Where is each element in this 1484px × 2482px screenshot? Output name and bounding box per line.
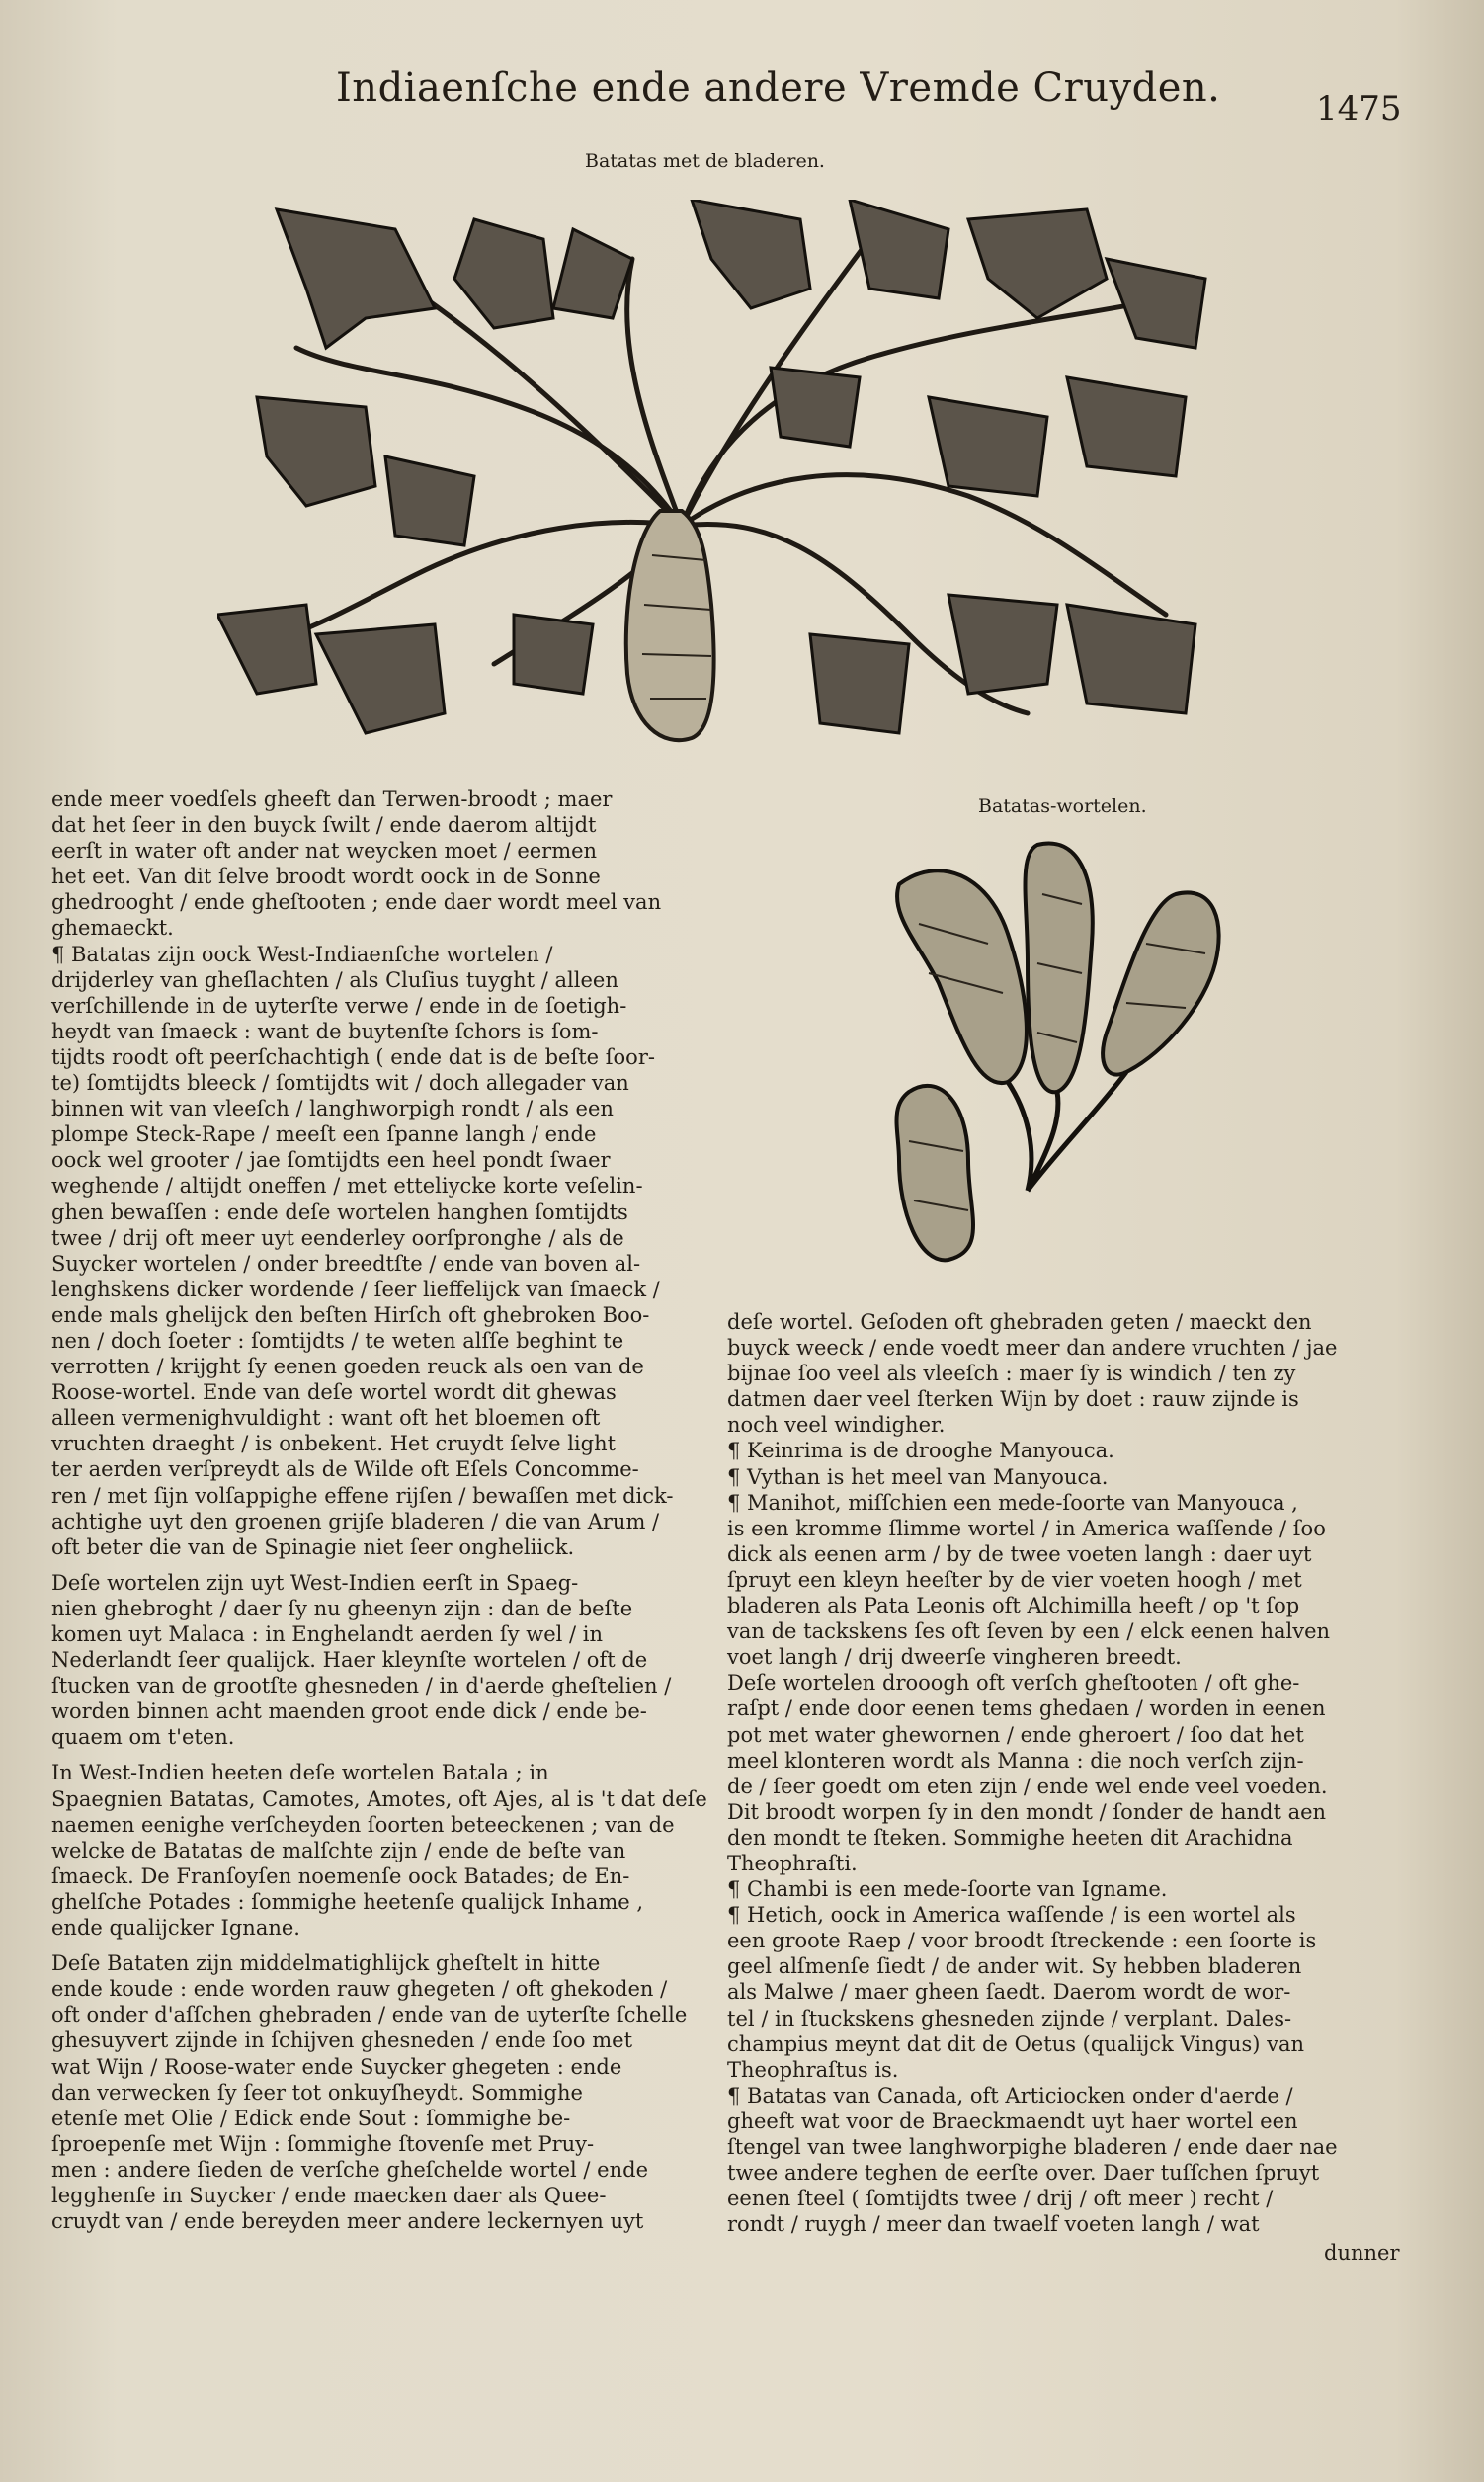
text-line: quaem om t'eten. [51, 1725, 235, 1750]
text-line: deſe wortel. Geſoden oft ghebraden geten / maeckt den [727, 1310, 1312, 1334]
text-line: welcke de Batatas de malſchte zijn / ende de beſte van [51, 1838, 626, 1862]
text-line: ¶ Manihot, miſſchien een mede-ſoorte van Manyouca , [727, 1490, 1298, 1515]
text-line: champius meynt dat dit de Oetus (qualijck Vingus) van [727, 2031, 1305, 2056]
text-line: tijdts roodt oft peerſchachtigh ( ende dat is de beſte ſoor- [51, 1044, 655, 1069]
text-line: Nederlandt ſeer qualijck. Haer kleynſte wortelen / oft de [51, 1648, 648, 1673]
text-line: noch veel windigher. [727, 1413, 946, 1438]
text-line: de / ſeer goedt om eten zijn / ende wel ende veel voeden. [727, 1774, 1328, 1798]
left-text-column [51, 786, 723, 2234]
text-line: Deſe wortelen drooogh oft verſch gheſtooten / oft ghe- [727, 1671, 1300, 1696]
text-line: datmen daer veel ſterken Wijn by doet : rauw zijnde is [727, 1387, 1299, 1412]
text-line: rondt / ruygh / meer dan twaelf voeten langh / wat [727, 2212, 1260, 2237]
text-line: geel alſmenſe ſiedt / de ander wit. Sy hebben bladeren [727, 1954, 1302, 1979]
catchword: dunner [1324, 2241, 1400, 2265]
text-line: bladeren als Pata Leonis oft Alchimilla heeft / op 't ſop [727, 1594, 1300, 1618]
text-line: ghedrooght / ende gheſtooten ; ende daer wordt meel van [51, 890, 662, 915]
figure-caption-top: Batatas met de bladeren. [585, 150, 825, 172]
text-line: dick als eenen arm / by de twee voeten langh : daer uyt [727, 1541, 1312, 1566]
text-line: legghenſe in Suycker / ende maecken daer als Quee- [51, 2183, 607, 2207]
text-line: alleen vermenighvuldight : want oft het bloemen oft [51, 1406, 601, 1431]
text-line: ¶ Hetich, oock in America waſſende / is een wortel als [727, 1903, 1296, 1928]
text-line: buyck weeck / ende voedt meer dan andere vruchten / jae [727, 1336, 1338, 1361]
text-line: als Malwe / maer gheen ſaedt. Daerom wordt de wor- [727, 1980, 1291, 2005]
text-line: lenghskens dicker wordende / ſeer lieffelijck van ſmaeck / [51, 1277, 660, 1301]
text-line: binnen wit van vleeſch / langhworpigh rondt / als een [51, 1097, 614, 1121]
text-line: worden binnen acht maenden groot ende dick / ende be- [51, 1699, 647, 1724]
text-line: nen / doch ſoeter : ſomtijdts / te weten alſſe beghint te [51, 1328, 624, 1353]
text-line: achtighe uyt den groenen grijſe bladeren / die van Arum / [51, 1509, 660, 1533]
text-line: oock wel grooter / jae ſomtijdts een heel pondt ſwaer [51, 1148, 611, 1173]
text-line: ende koude : ende worden rauw ghegeten / oft ghekoden / [51, 1977, 668, 2002]
text-line: vruchten draeght / is onbekent. Het cruydt ſelve light [51, 1432, 617, 1456]
text-line: dan verwecken ſy ſeer tot onkuyſheydt. Sommighe [51, 2080, 583, 2105]
text-line: Roose-wortel. Ende van deſe wortel wordt dit ghewas [51, 1380, 617, 1405]
text-line: Theophraſti. [727, 1851, 858, 1875]
text-line: ende meer voedſels gheeft dan Terwen-broodt ; maer [51, 787, 613, 811]
text-line: voet langh / drij dweerſe vingheren breedt. [727, 1645, 1182, 1670]
text-line: nien ghebroght / daer ſy nu gheenyn zijn : dan de beſte [51, 1596, 633, 1620]
text-line: wat Wijn / Roose-water ende Suycker ghegeten : ende [51, 2054, 622, 2079]
text-line: heydt van ſmaeck : want de buytenſte ſchors is ſom- [51, 1019, 599, 1043]
right-text-column [727, 1309, 1419, 2237]
text-line: het eet. Van dit ſelve broodt wordt oock in de Sonne [51, 865, 601, 889]
text-line: gheeft wat voor de Braeckmaendt uyt haer wortel een [727, 2109, 1298, 2133]
text-line: Suycker wortelen / onder breedtſte / ende van boven al- [51, 1251, 641, 1276]
text-line: bijnae ſoo veel als vleeſch : maer ſy is windich / ten zy [727, 1362, 1296, 1386]
text-line: ſtucken van de grootſte ghesneden / in d'aerde gheſtelien / [51, 1674, 672, 1698]
text-line: Spaegnien Batatas, Camotes, Amotes, oft Ajes, al is 't dat deſe [51, 1786, 707, 1811]
text-line: naemen eenighe verſcheyden ſoorten beteeckenen ; van de [51, 1812, 675, 1837]
running-head: Indiaenſche ende andere Vremde Cruyden. [336, 65, 1221, 111]
text-line: drijderley van gheſlachten / als Cluſius tuyght / alleen [51, 967, 618, 992]
text-line: eerſt in water oft ander nat weycken moet / eermen [51, 839, 598, 864]
batatas-plant-woodcut [217, 200, 1225, 763]
text-line: van de tackskens ſes oft ſeven by een / elck eenen halven [727, 1619, 1331, 1644]
text-line: ſpruyt een kleyn heeſter by de vier voeten hoogh / met [727, 1567, 1302, 1592]
text-line: ghen bewaſſen : ende deſe wortelen hanghen ſomtijdts [51, 1200, 628, 1224]
text-line: ſmaeck. De Franſoyſen noemenſe oock Batades; de En- [51, 1863, 630, 1888]
text-line: ¶ Keinrima is de drooghe Manyouca. [727, 1439, 1114, 1463]
figure-caption-right: Batatas-wortelen. [978, 795, 1147, 817]
text-line: ghemaeckt. [51, 916, 174, 941]
text-line: cruydt van / ende bereyden meer andere leckernyen uyt [51, 2209, 644, 2234]
text-line: ¶ Batatas zijn oock West-Indiaenſche wortelen / [51, 942, 553, 966]
text-line: ¶ Vythan is het meel van Manyouca. [727, 1464, 1109, 1489]
text-line: ¶ Chambi is een mede-ſoorte van Igname. [727, 1877, 1168, 1902]
text-line: oft onder d'aſſchen ghebraden / ende van de uyterſte ſchelle [51, 2003, 688, 2027]
text-line: etenſe met Olie / Edick ende Sout : ſommighe be- [51, 2106, 571, 2130]
text-line: twee / drij oft meer uyt eenderley oorſpronghe / als de [51, 1225, 624, 1250]
text-line: verſchillende in de uyterſte verwe / ende in de ſoetigh- [51, 993, 627, 1018]
text-line: plompe Steck-Rape / meeſt een ſpanne langh / ende [51, 1122, 597, 1147]
page-number: 1475 [1316, 89, 1402, 128]
text-line: Deſe Bataten zijn middelmatighlijck gheſtelt in hitte [51, 1951, 601, 1976]
text-line: ter aerden verſpreydt als de Wilde oft Eſels Concomme- [51, 1457, 639, 1482]
text-line: meel klonteren wordt als Manna : die noch verſch zijn- [727, 1748, 1304, 1773]
text-line: In West-Indien heeten deſe wortelen Batala ; in [51, 1761, 549, 1785]
text-line: tel / in ſtuckskens ghesneden zijnde / verplant. Dales- [727, 2006, 1292, 2030]
text-line: Dit broodt worpen ſy in den mondt / ſonder de handt aen [727, 1799, 1327, 1824]
text-line: Deſe wortelen zijn uyt West-Indien eerſt in Spaeg- [51, 1570, 579, 1595]
text-line: ren / met ſijn volſappighe effene rijſen / bewaſſen met dick- [51, 1483, 674, 1508]
text-line: Theophraſtus is. [727, 2057, 899, 2082]
text-line: raſpt / ende door eenen tems ghedaen / worden in eenen [727, 1696, 1326, 1721]
batatas-roots-woodcut [879, 835, 1275, 1280]
text-line: dat het ſeer in den buyck ſwilt / ende daerom altijdt [51, 813, 597, 838]
text-line: ghelſche Potades : ſommighe heetenſe qualijck Inhame , [51, 1889, 644, 1914]
text-line: ¶ Batatas van Canada, oft Articiocken onder d'aerde / [727, 2083, 1293, 2108]
text-line: eenen ſteel ( ſomtijdts twee / drij / oft meer ) recht / [727, 2187, 1274, 2211]
text-line: ende qualijcker Ignane. [51, 1916, 300, 1941]
text-line: een groote Raep / voor broodt ſtreckende : een ſoorte is [727, 1929, 1317, 1953]
text-line: oft beter die van de Spinagie niet ſeer ongheliick. [51, 1534, 575, 1559]
text-line: ſproepenſe met Wijn : ſommighe ſtovenſe met Pruy- [51, 2131, 595, 2156]
text-line: verrotten / krijght ſy eenen goeden reuck als oen van de [51, 1355, 644, 1379]
text-line: ſtengel van twee langhworpighe bladeren / ende daer nae [727, 2135, 1338, 2159]
roots-illustration-icon [879, 835, 1275, 1280]
text-line: is een kromme ſlimme wortel / in America waſſende / ſoo [727, 1516, 1326, 1540]
text-line: te) ſomtijdts bleeck / ſomtijdts wit / doch allegader van [51, 1071, 629, 1096]
text-line: ende mals ghelijck den beſten Hirſch oft ghebroken Boo- [51, 1302, 650, 1327]
text-line: ghesuyvert zijnde in ſchijven ghesneden / ende ſoo met [51, 2028, 633, 2053]
text-line: weghende / altijdt oneffen / met etteliycke korte veſelin- [51, 1174, 643, 1199]
text-line: den mondt te ſteken. Sommighe heeten dit Arachidna [727, 1825, 1293, 1850]
text-line: pot met water ghewornen / ende gheroert / ſoo dat het [727, 1722, 1304, 1747]
plant-illustration-icon [217, 200, 1225, 763]
text-line: komen uyt Malaca : in Enghelandt aerden ſy wel / in [51, 1622, 604, 1646]
text-line: men : andere ſieden de verſche gheſchelde wortel / ende [51, 2157, 649, 2182]
text-line: twee andere teghen de eerſte over. Daer tuſſchen ſpruyt [727, 2161, 1320, 2186]
